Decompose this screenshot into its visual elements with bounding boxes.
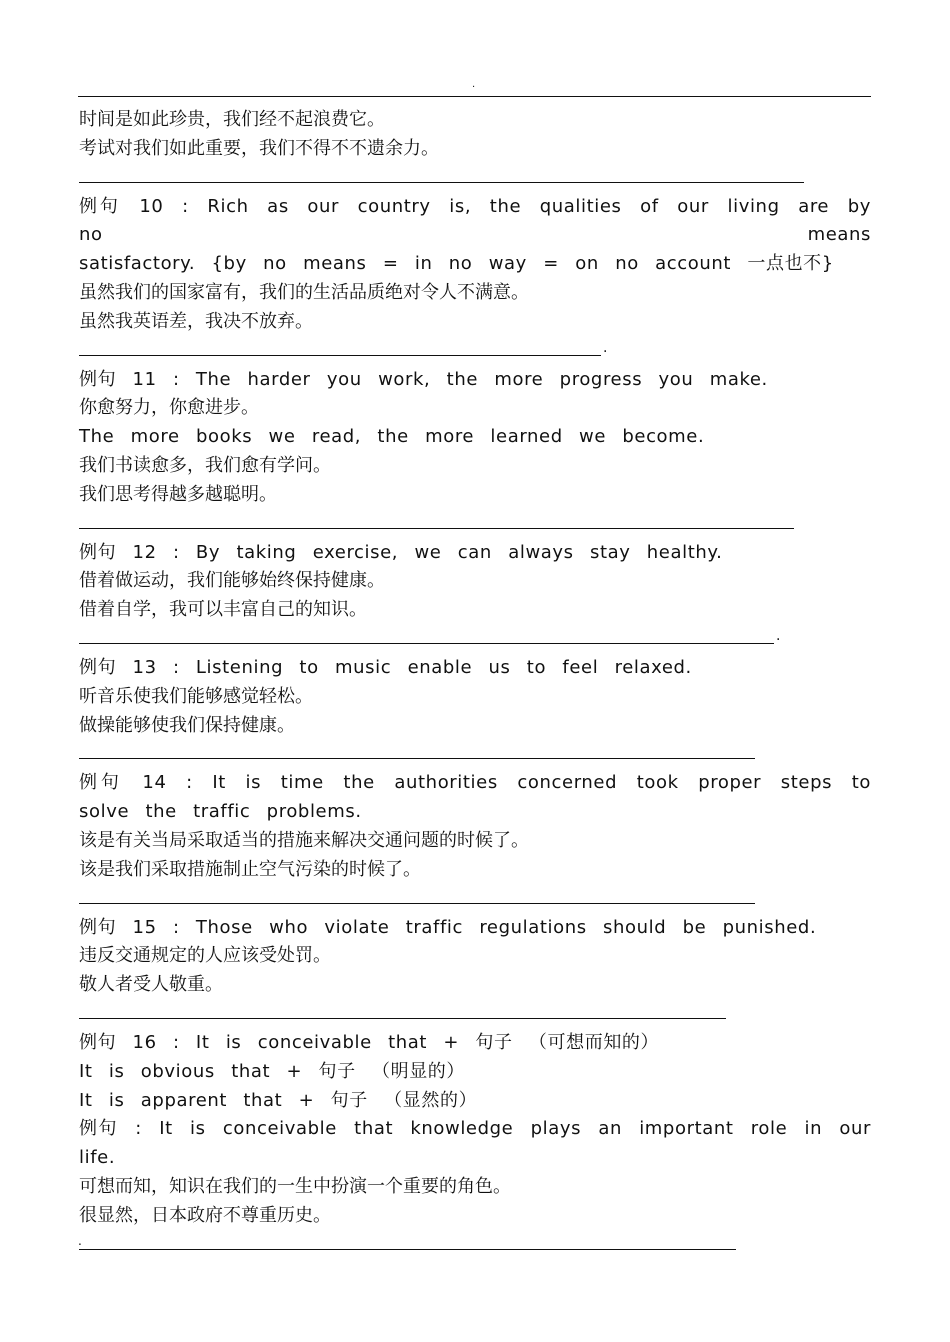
text-line: It is apparent that + 句子 （显然的） (79, 1089, 478, 1111)
sentence-block (79, 914, 871, 1019)
text-line: 做操能够使我们保持健康。 (79, 714, 295, 736)
text-line: 例句 12 : By taking exercise, we can always stay healthy. (79, 541, 723, 563)
text-line: 例句 13 : Listening to music enable us to feel relaxed. (79, 656, 692, 678)
text-line: 我们书读愈多，我们愈有学问。 (79, 454, 331, 476)
sentence-block (79, 769, 871, 903)
text-line: life. (79, 1147, 116, 1169)
text-line: 你愈努力，你愈进步。 (79, 397, 259, 419)
text-line: 我们思考得越多越聪明。 (79, 483, 277, 505)
fill-in-blank-line (79, 339, 608, 356)
text-line: 该是有关当局采取适当的措施来解决交通问题的时候了。 (79, 829, 529, 851)
text-line: 很显然，日本政府不尊重历史。 (79, 1204, 331, 1226)
document-body (79, 106, 871, 1260)
text-line: 借着自学，我可以丰富自己的知识。 (79, 599, 367, 621)
sentence-block (79, 193, 871, 356)
fill-in-blank-line (79, 627, 781, 644)
text-line: 例句 16 : It is conceivable that + 句子 （可想而知的） (79, 1031, 660, 1053)
header-rule (78, 96, 871, 97)
sentence-block (79, 539, 871, 644)
text-line: 时间是如此珍贵，我们经不起浪费它。 (79, 109, 385, 130)
text-line: 考试对我们如此重要，我们不得不不遗余力。 (79, 137, 439, 159)
text-line: 虽然我们的国家富有，我们的生活品质绝对令人不满意。 (79, 281, 529, 303)
fill-in-blank-line (79, 182, 804, 183)
footer-dot: . (78, 1234, 82, 1248)
blank-line-period: . (603, 339, 608, 356)
text-line: 借着做运动，我们能够始终保持健康。 (79, 570, 385, 592)
text-line: satisfactory. {by no means = in no way = on no account 一点也不} (79, 253, 834, 275)
text-line: 例句 14 : It is time the authorities concerned took proper steps to (79, 772, 871, 794)
fill-in-blank-line (79, 903, 755, 904)
text-line: 例句 11 : The harder you work, the more progress you make. (79, 368, 768, 390)
fill-in-blank-line (79, 528, 794, 529)
sentence-block (79, 654, 871, 759)
text-line: 敬人者受人敬重。 (79, 974, 223, 996)
text-line: 违反交通规定的人应该受处罚。 (79, 945, 331, 967)
sentence-block (79, 366, 871, 529)
text-line: It is obvious that + 句子 （明显的） (79, 1060, 466, 1082)
text-line: 例句 : It is conceivable that knowledge plays an important role in our (79, 1118, 871, 1140)
text-line: 虽然我英语差，我决不放弃。 (79, 310, 313, 332)
text-line: The more books we read, the more learned we become. (79, 426, 705, 448)
text-line: 例句 10 : Rich as our country is, the qualities of our living are by no means (79, 195, 871, 246)
sentence-block (79, 106, 871, 183)
text-line: solve the traffic problems. (79, 801, 362, 823)
fill-in-blank-line (79, 1249, 736, 1250)
blank-line-period: . (776, 627, 781, 644)
text-line: 可想而知，知识在我们的一生中扮演一个重要的角色。 (79, 1175, 511, 1197)
text-line: 该是我们采取措施制止空气污染的时候了。 (79, 858, 421, 880)
fill-in-blank-line (79, 1018, 726, 1019)
text-line: 例句 15 : Those who violate traffic regulations should be punished. (79, 916, 817, 938)
header-dot: . (472, 79, 476, 90)
text-line: 听音乐使我们能够感觉轻松。 (79, 685, 313, 707)
sentence-block (79, 1029, 871, 1250)
fill-in-blank-line (79, 758, 755, 759)
